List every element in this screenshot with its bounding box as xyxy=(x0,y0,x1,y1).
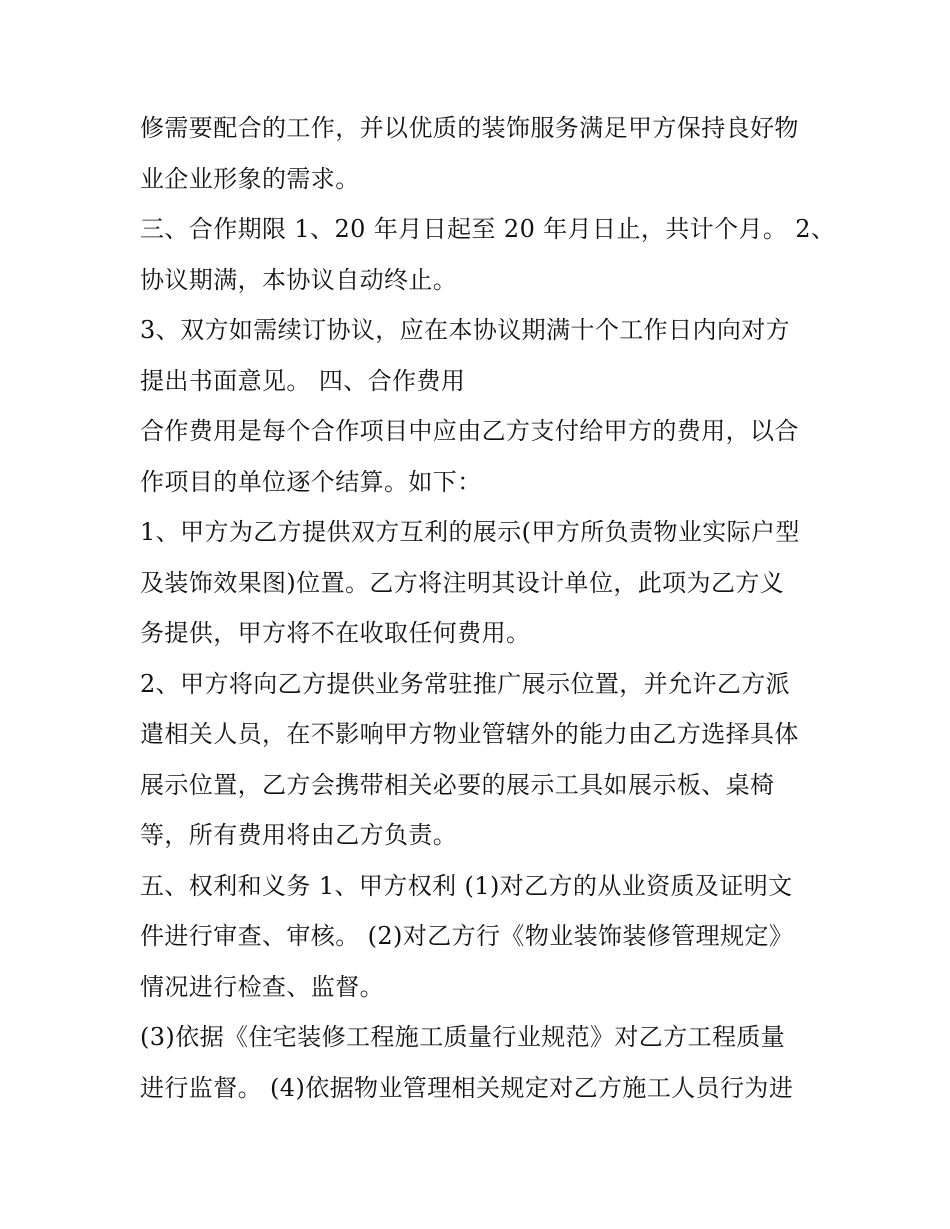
text-line: 遣相关人员，在不影响甲方物业管辖外的能力由乙方选择具体 xyxy=(140,720,799,748)
text-line: 提出书面意见。 四、合作费用 xyxy=(140,366,466,395)
text-line: 协议期满，本协议自动终止。 xyxy=(140,265,458,294)
text-line: 业企业形象的需求。 xyxy=(140,164,360,193)
text-line: 合作费用是每个合作项目中应由乙方支付给甲方的费用，以合 xyxy=(140,417,799,445)
text-line: 进行监督。 (4)依据物业管理相关规定对乙方施工人员行为进 xyxy=(140,1073,794,1102)
text-line: 修需要配合的工作，并以优质的装饰服务满足甲方保持良好物 xyxy=(140,114,799,142)
text-line: 2、甲方将向乙方提供业务常驻推广展示位置，并允许乙方派 xyxy=(140,669,791,698)
text-line: 及装饰效果图)位置。乙方将注明其设计单位，此项为乙方义 xyxy=(140,568,785,597)
text-line: 展示位置，乙方会携带相关必要的展示工具如展示板、桌椅 xyxy=(140,770,775,799)
text-line: 务提供，甲方将不在收取任何费用。 xyxy=(140,619,531,647)
text-line: 3、双方如需续订协议，应在本协议期满十个工作日内向对方 xyxy=(140,316,791,344)
text-line: 五、权利和义务 1、甲方权利 (1)对乙方的从业资质及证明文 xyxy=(140,871,793,900)
text-line: 1、甲方为乙方提供双方互利的展示(甲方所负责物业实际户型 xyxy=(140,518,800,546)
text-line: 件进行审查、审核。 (2)对乙方行《物业装饰装修管理规定》 xyxy=(140,922,794,950)
text-line: 等，所有费用将由乙方负责。 xyxy=(140,821,458,849)
document-body xyxy=(140,103,836,1113)
text-line: 情况进行检查、监督。 xyxy=(140,972,384,1001)
text-line: (3)依据《住宅装修工程施工质量行业规范》对乙方工程质量 xyxy=(140,1023,786,1051)
text-line: 三、合作期限 1、20 年月日起至 20 年月日止，共计个月。 2、 xyxy=(140,215,836,243)
text-line: 作项目的单位逐个结算。如下： xyxy=(140,467,482,496)
